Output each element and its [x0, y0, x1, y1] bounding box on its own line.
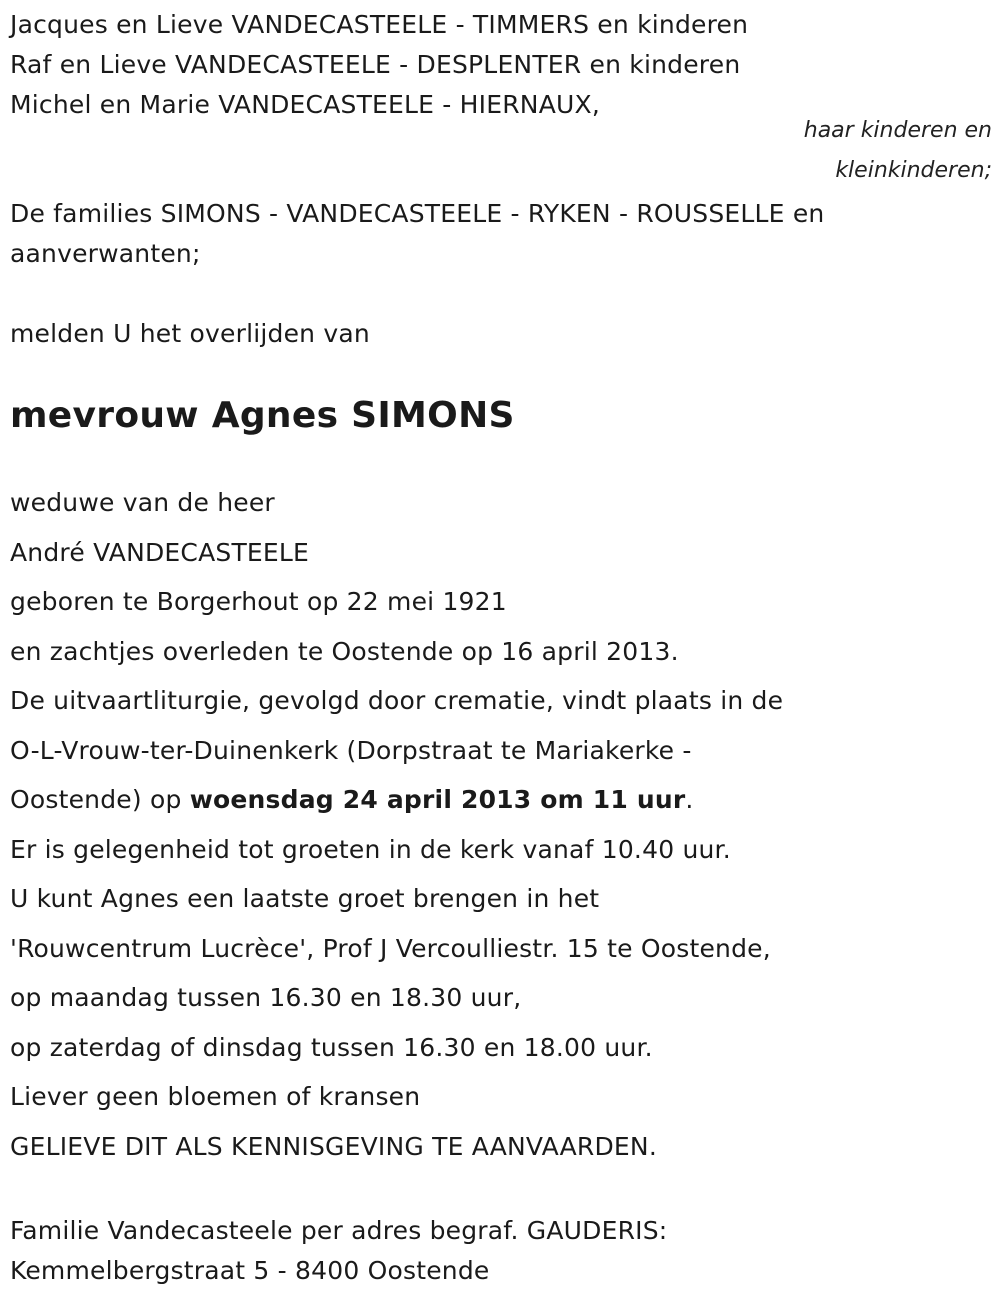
visit-line-1: U kunt Agnes een laatste groet brengen in het: [10, 884, 600, 913]
family-line-1: Jacques en Lieve VANDECASTEELE - TIMMERS en kinderen: [10, 10, 749, 39]
relatives-text: De families SIMONS - VANDECASTEELE - RYKEN - ROUSSELLE en aanverwanten;: [10, 199, 825, 268]
details-block: [10, 478, 992, 1171]
obituary-notice: [10, 0, 992, 1291]
footer-line-1: Familie Vandecasteele per adres begraf. GAUDERIS:: [10, 1216, 668, 1245]
grandchildren-note-line-1: haar kinderen en: [803, 118, 992, 143]
announcement-text: melden U het overlijden van: [10, 319, 370, 348]
service-line-1: De uitvaartliturgie, gevolgd door crematie, vindt plaats in de: [10, 686, 784, 715]
no-flowers-note: Liever geen bloemen of kransen: [10, 1082, 421, 1111]
family-line-2: Raf en Lieve VANDECASTEELE - DESPLENTER en kinderen: [10, 50, 741, 79]
service-line-3: [10, 775, 992, 825]
death-info: en zachtjes overleden te Oostende op 16 april 2013.: [10, 636, 679, 666]
birth-info: geboren te Borgerhout op 22 mei 1921: [10, 587, 507, 616]
service-line-3-prefix: Oostende) op: [10, 785, 190, 814]
visit-line-3: op maandag tussen 16.30 en 18.30 uur,: [10, 983, 522, 1012]
visit-line-2: 'Rouwcentrum Lucrèce', Prof J Vercoulliestr. 15 te Oostende,: [10, 933, 771, 963]
church-greeting-info: Er is gelegenheid tot groeten in de kerk vanaf 10.40 uur.: [10, 834, 731, 864]
notice-text: GELIEVE DIT ALS KENNISGEVING TE AANVAARDEN.: [10, 1131, 657, 1161]
grandchildren-note-line-2: kleinkinderen;: [835, 158, 992, 183]
deceased-name: mevrouw Agnes SIMONS: [10, 395, 515, 436]
family-list: [10, 0, 992, 125]
footer-line-2: Kemmelbergstraat 5 - 8400 Oostende: [10, 1256, 490, 1285]
service-line-2: O-L-Vrouw-ter-Duinenkerk (Dorpstraat te Mariakerke -: [10, 735, 692, 765]
husband-name: André VANDECASTEELE: [10, 537, 310, 567]
service-datetime: woensdag 24 april 2013 om 11 uur: [189, 785, 686, 814]
family-line-3: Michel en Marie VANDECASTEELE - HIERNAUX,: [10, 90, 600, 119]
relatives-block: [10, 194, 992, 274]
service-line-3-suffix: .: [685, 785, 694, 814]
visit-line-4: op zaterdag of dinsdag tussen 16.30 en 18.00 uur.: [10, 1032, 653, 1062]
widow-of: weduwe van de heer: [10, 488, 275, 517]
footer-address: [10, 1211, 992, 1291]
